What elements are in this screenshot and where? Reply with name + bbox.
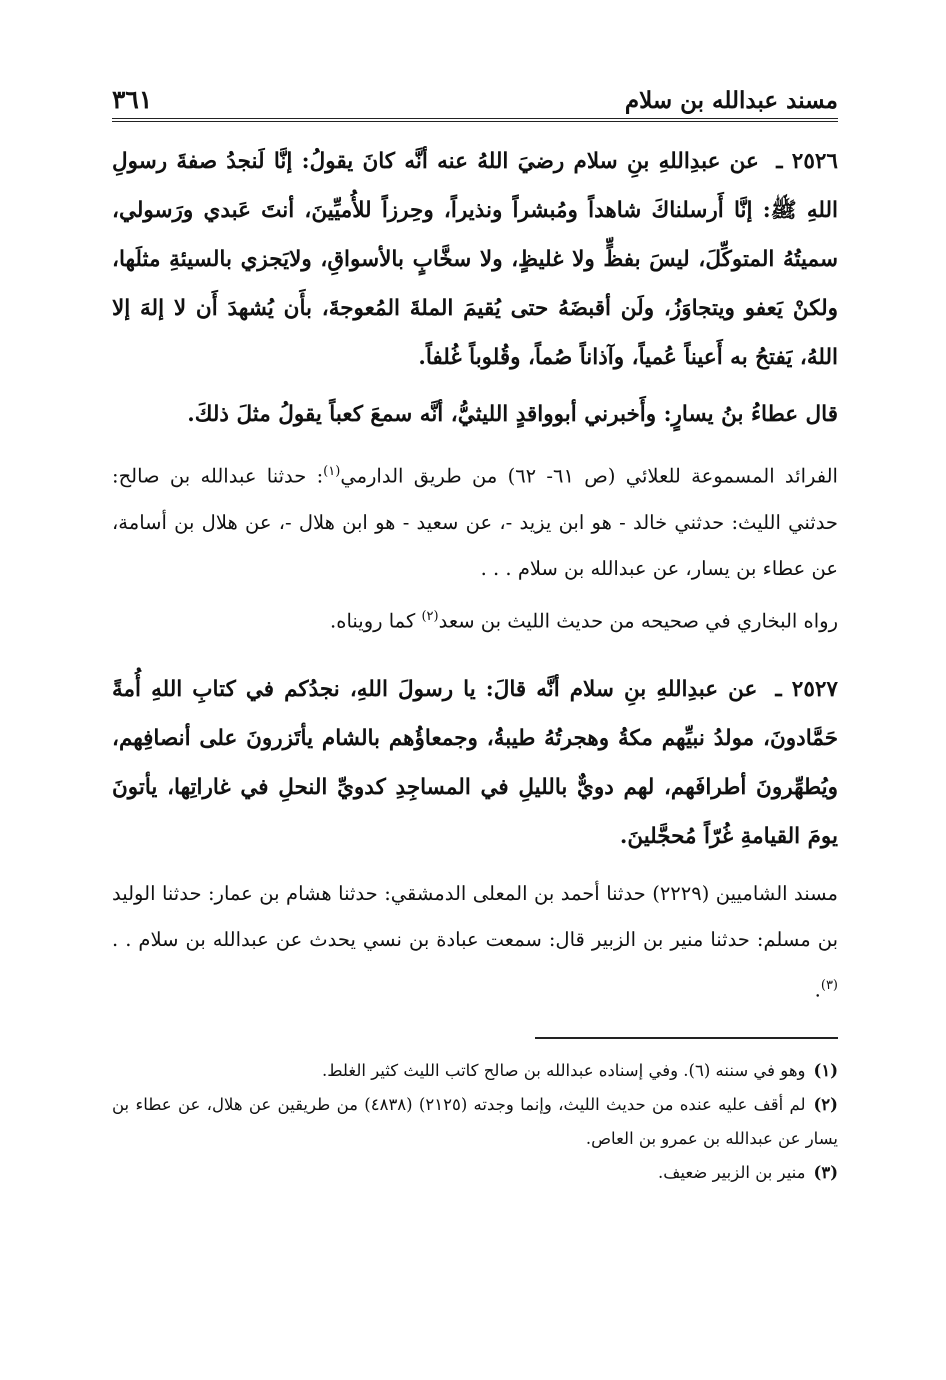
source-text-end: . bbox=[814, 978, 821, 1002]
hadith-2527 bbox=[112, 665, 838, 861]
hadith-text: عن عبدِاللهِ بنِ سلام رضيَ اللهُ عنه أنَّه كانَ يقولُ: إنَّا لَنجدُ صفةَ رسولِ اللهِ ﷺ: إنَّا أَرسلناكَ شاهداً ومُبشراً ونذيراً، وحِرزاً للأُميِّينَ، أنتَ عَبدي ورَسولي، سميتُهُ المتوكِّلَ، ليسَ بفظٍّ ولا غليظٍ، ولا سخَّابٍ بالأسواقِ، ولايَجزي بالسيئةِ مثلَها، ولكنْ يَعفو ويتجاوَزُ، ولَن أقبضَهُ حتى يُقيمَ الملةَ المُعوجةَ، بأَن يُشهدَ أَن لا إلهَ إلا اللهُ، يَفتحُ به أَعيناً عُمياً، وآذاناً صُماً، وقُلوباً غُلفاً. bbox=[112, 149, 838, 370]
source-faraid bbox=[112, 449, 838, 592]
footnote-text: منير بن الزبير ضعيف. bbox=[658, 1162, 806, 1182]
footnote-number: (٢) bbox=[813, 1094, 838, 1114]
running-title: مسند عبدالله بن سلام bbox=[624, 87, 838, 114]
page-number: ٣٦١ bbox=[112, 85, 153, 114]
hadith-number: ٢٥٢٦ ـ bbox=[776, 149, 838, 174]
note-text: رواه البخاري في صحيحه من حديث الليث بن سعد bbox=[438, 609, 838, 632]
footnote-number: (١) bbox=[813, 1060, 838, 1080]
source-text: الفرائد المسموعة للعلائي (ص ٦١- ٦٢) من طريق الدارمي bbox=[340, 464, 838, 488]
footnote-divider bbox=[535, 1037, 838, 1039]
source-musnad-shamiyyin bbox=[112, 871, 838, 1014]
footnote-number: (٣) bbox=[813, 1162, 838, 1182]
footnote-text: وهو في سننه (٦). وفي إسناده عبدالله بن صالح كاتب الليث كثير الغلط. bbox=[322, 1060, 806, 1080]
source-text-continued: : حدثنا عبدالله بن صالح: حدثني الليث: حدثني خالد - هو ابن يزيد -، عن سعيد - هو ابن هلال -، عن هلال بن أسامة، عن عطاء بن يسار، عن عبدالله بن سلام . . . bbox=[112, 464, 838, 580]
book-page bbox=[112, 70, 838, 1190]
footnote-3 bbox=[112, 1156, 838, 1190]
narration-ata: قال عطاءُ بنُ يسارٍ: وأَخبرني أبوواقدٍ الليثيُّ، أنَّه سمعَ كعباً يقولُ مثلَ ذلكَ. bbox=[187, 402, 838, 427]
footnote-2 bbox=[112, 1088, 838, 1156]
footnote-1 bbox=[112, 1054, 838, 1088]
footnote-text: لم أقف عليه عنده من حديث الليث، وإنما وجدته (٢١٢٥) (٤٨٣٨) من طريقين عن هلال، عن عطاء بن يسار عن عبدالله بن عمرو بن العاص. bbox=[112, 1094, 838, 1148]
hadith-number: ٢٥٢٧ ـ bbox=[775, 677, 838, 702]
footnote-ref-1[interactable]: (١) bbox=[323, 464, 341, 479]
note-text-continued: كما رويناه. bbox=[330, 609, 422, 632]
hadith-2526 bbox=[112, 137, 838, 382]
footnote-ref-3[interactable]: (٣) bbox=[820, 978, 838, 993]
hadith-text: عن عبدِاللهِ بنِ سلام أنَّه قالَ: يا رسولَ اللهِ، نجدُكم في كتابِ اللهِ أُمةً حَمَّادونَ، مولدُ نبيِّهم مكةُ وهجرتُهُ طيبةُ، وجمعاؤُهم بالشام يأتَزرونَ على أنصافِهم، ويُطهِّرونَ أطرافَهم، لهم دويٌّ بالليلِ في المساجِدِ كدويِّ النحلِ في غاراتِها، يأتونَ يومَ القيامةِ غُرّاً مُحجَّلينَ. bbox=[112, 677, 838, 849]
running-header bbox=[112, 70, 838, 122]
footnote-ref-2[interactable]: (٢) bbox=[421, 608, 439, 624]
footnotes bbox=[112, 1054, 838, 1190]
bukhari-note bbox=[112, 594, 838, 645]
source-text: مسند الشاميين (٢٢٢٩) حدثنا أحمد بن المعلى الدمشقي: حدثنا هشام بن عمار: حدثنا الوليد بن مسلم: حدثنا منير بن الزبير قال: سمعت عبادة بن نسي يحدث عن عبدالله بن سلام . . bbox=[112, 882, 838, 951]
